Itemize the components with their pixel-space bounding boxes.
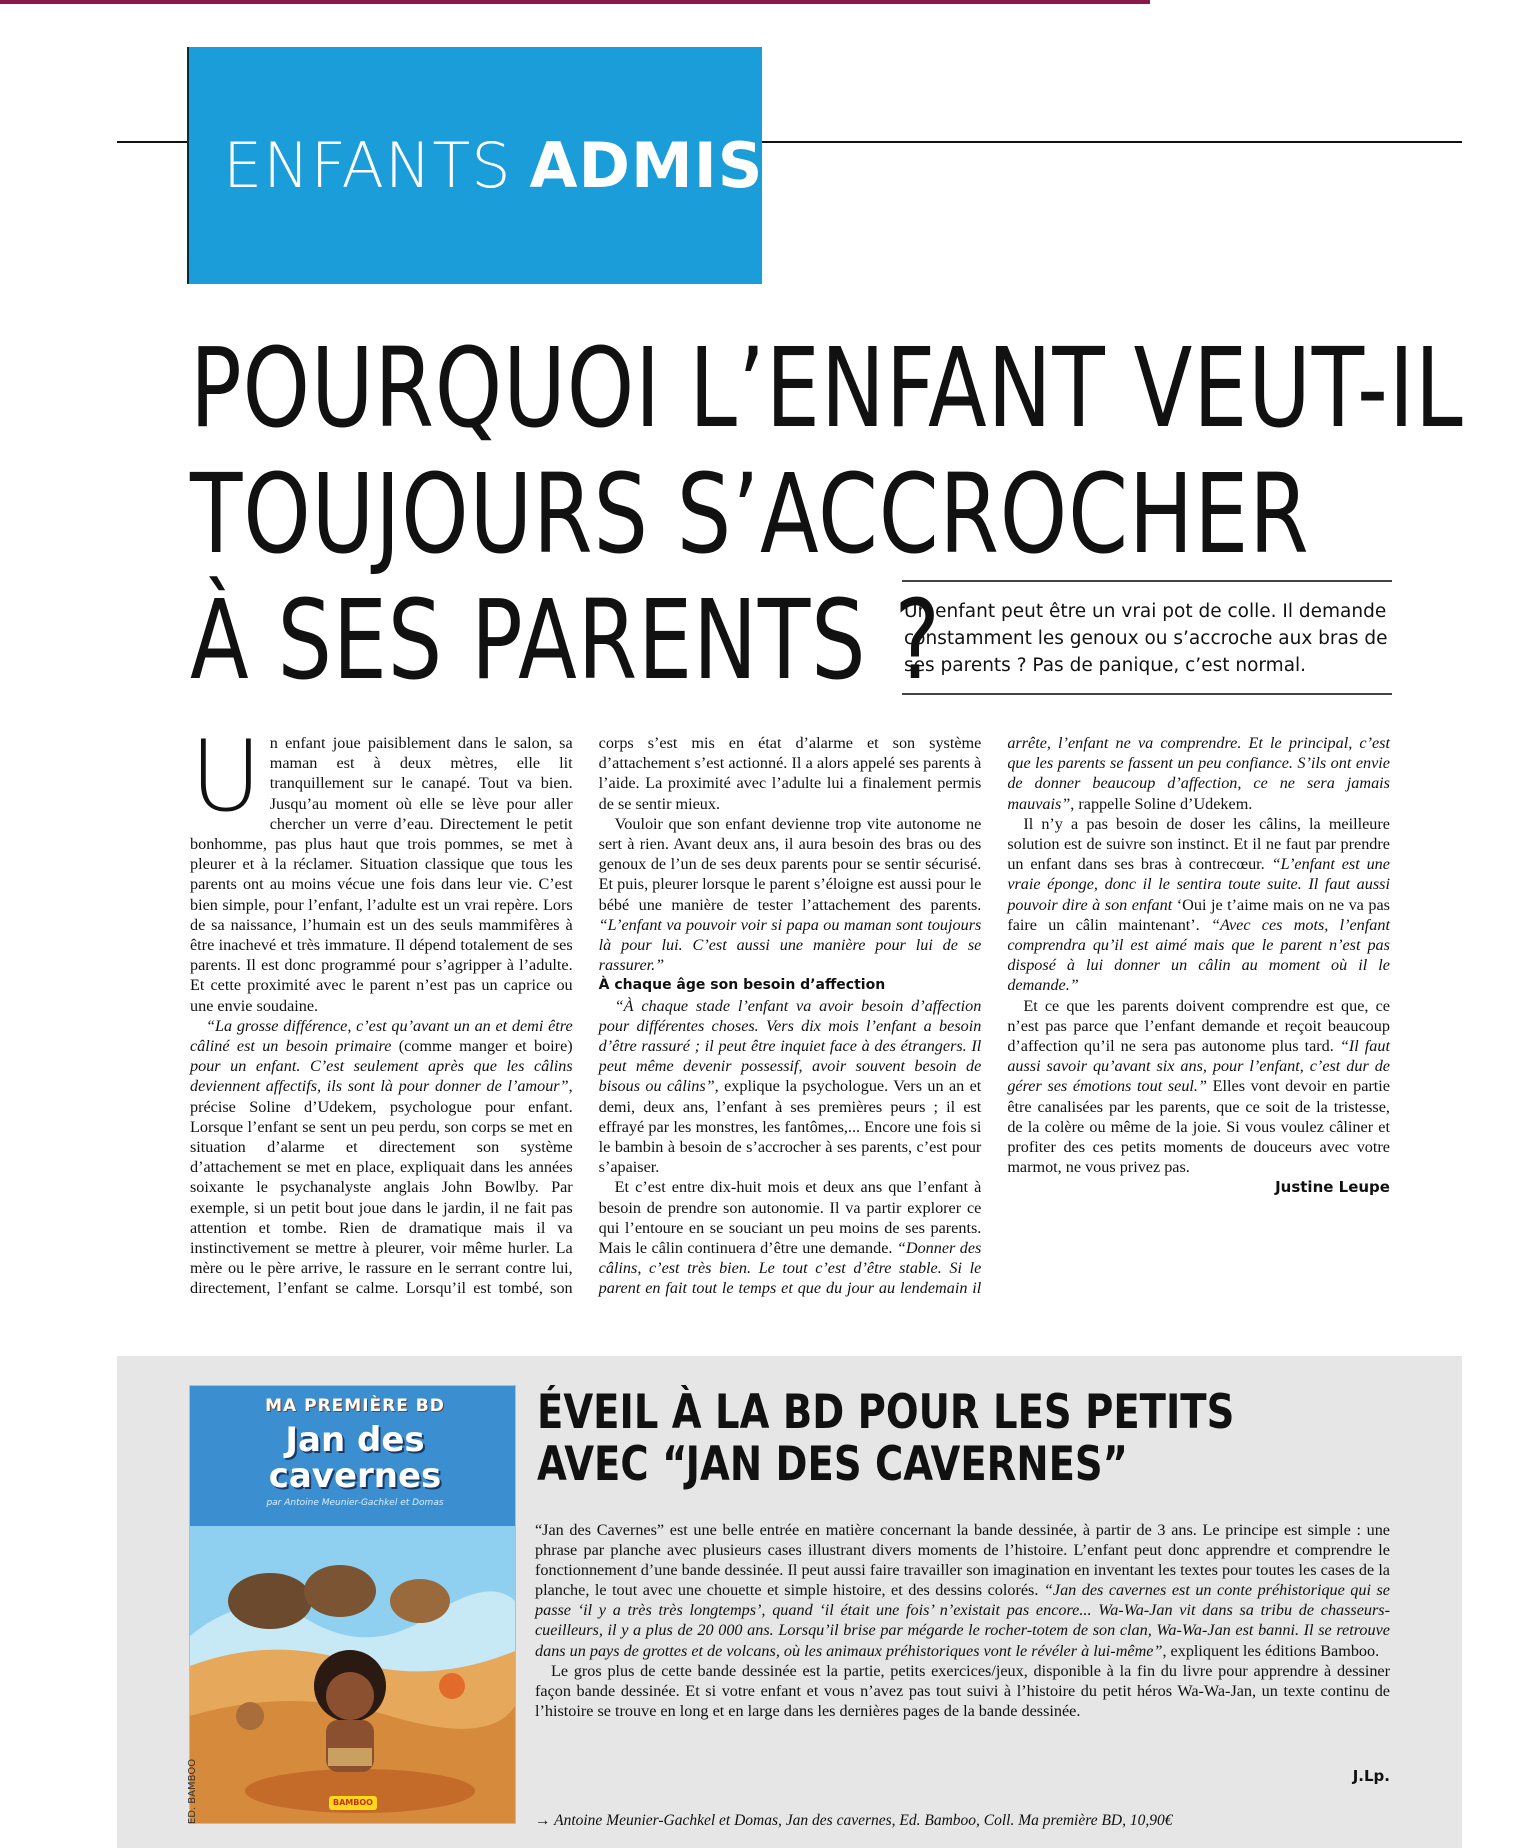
paragraph: Un enfant joue paisiblement dans le salon, sa maman est à deux mètres, elle lit tranquillement sur le canapé. Tout va bien. Jusqu’au moment où elle se lève pour aller chercher un verre d’eau. Directement le petit bonhomme, pas plus haut que trois pommes, se met à pleurer et à la réclamer. Situation classique que tous les parents ont au moins vécue une fois dans leur vie. C’est bien simple, pour l’enfant, l’adulte est un vrai repère. Lors de sa naissance, l’humain est un des seuls mammifères à être inachevé et très immature. Il dépend totalement de ses parents. Il est donc programmé pour s’agripper à l’adulte. Et cette proximité avec le parent n’est pas un caprice ou une envie soudaine. (190, 720, 573, 1015)
header-rule-right (762, 141, 1462, 143)
box-signature: J.Lp. (1352, 1767, 1390, 1785)
drop-cap: U (190, 720, 262, 834)
book-cover-image (187, 1386, 515, 1825)
cover-series: MA PREMIÈRE BD (265, 1396, 445, 1416)
cover-credit: ED. BAMBOO (187, 1758, 199, 1825)
cover-authors: par Antoine Meunier-Gachkel et Domas (266, 1498, 444, 1508)
box-body (535, 1520, 1390, 1721)
paragraph: “Jan des Cavernes” est une belle entrée en matière concernant la bande dessinée, à partir de 3 ans. Le principe est simple : une phrase par planche avec plusieurs cases illustrant divers moments de l’histoire. L’enfant peut donc apprendre et comprendre le fonctionnement d’une bande dessinée. Il peut aussi faire travailler son imagination en inventant les textes pour toutes les cases de la planche, le tout avec une chouette et simple histoire, et des dessins colorés. “Jan des cavernes est un conte préhistorique qui se passe ‘il y a très très longtemps’, quand ‘il était une fois’ n’existait pas encore... Wa-Wa-Jan vit dans sa tribu de chasseurs-cueilleurs, il y a plus de 20 000 ans. Lorsqu’il brise par mégarde le rocher-totem de son clan, Wa-Wa-Jan est banni. Il se retrouve dans un pays de grottes et de volcans, où les animaux préhistoriques vont le révéler à lui-même”, expliquent les éditions Bamboo. (535, 1521, 1390, 1660)
paragraph: Il n’y a pas besoin de doser les câlins, la meilleure solution est de suivre son instinct. Et il ne faut par prendre un enfant dans ses bras à contrecœur. “L’enfant est une vraie éponge, donc il le sentira toute suite. Il faut aussi pouvoir dire à son enfant ‘Oui je t’aime mais on ne va pas faire un câlin maintenant’. “Avec ces mots, l’enfant comprendra qu’il est aimé mais que le parent n’est pas disposé à lui donner un câlin au moment où il le demande.” (1007, 814, 1390, 995)
section-label-bold: ADMIS (529, 129, 764, 202)
cover-title: Jan des cavernes (268, 1420, 442, 1496)
publisher-logo: BAMBOO (329, 1796, 377, 1810)
top-color-bar (0, 0, 1150, 4)
headline-line-2: TOUJOURS S’ACCROCHER (190, 450, 1310, 578)
subheading: À chaque âge son besoin d’affection (598, 977, 886, 994)
paragraph: Le gros plus de cette bande dessinée est la partie, petits exercices/jeux, disponible à la fin du livre pour apprendre à dessiner façon bande dessinée. Et si votre enfant et vous n’avez pas tout suivi à l’histoire du petit héros Wa-Wa-Jan, un texte continu de l’histoire se trouve en long et en large dans les dernières pages de la bande dessinée. (535, 1661, 1390, 1720)
paragraph: Vouloir que son enfant devienne trop vite autonome ne sert à rien. Avant deux ans, il aura besoin des bras ou des genoux de l’un de ses deux parents pour se sentir sécurisé. Et puis, pleurer lorsque le parent s’éloigne est aussi pour le bébé une manière de tester l’attachement des parents. “L’enfant va pouvoir voir si papa ou maman sont toujours là pour lui. C’est aussi une manière pour lui de se rassurer.” (598, 814, 982, 975)
standfirst: Un enfant peut être un vrai pot de colle. Il demande constamment les genoux ou s’accroche aux bras de ses parents ? Pas de panique, c’est normal. (902, 580, 1392, 695)
headline-line-1: POURQUOI L’ENFANT VEUT-IL (190, 324, 1464, 452)
paragraph: Et c’est entre dix-huit mois et deux ans que l’enfant à besoin de prendre son autonomie. Il va partir explorer ce qui l’entoure en se souciant un peu moins de ses parents. Mais le câlin continuera d’être une demande. “Donner des câlins, c’est très bien. Le tout c’est d’être stable. Si le parent en fait tout le temps et que du jour au lendemain il arrête, l’enfant ne va comprendre. Et le principal, c’est que les parents se fassent un peu confiance. S’ils ont envie de donner beaucoup d’affection, ce ne sera jamais mauvais”, rappelle Soline d’Udekem. (598, 734, 1390, 1298)
headline-line-3: À SES PARENTS ? (190, 576, 941, 704)
header-rule-left (117, 141, 189, 143)
box-title: ÉVEIL À LA BD POUR LES PETITS AVEC “JAN DES CAVERNES” (537, 1385, 1235, 1492)
paragraph: Et ce que les parents doivent comprendre est que, ce n’est pas parce que l’enfant demande et reçoit beaucoup d’affection qu’il ne sera pas autonome plus tard. “Il faut aussi savoir qu’avant six ans, pour l’enfant, c’est dur de gérer ses émotions tout seul.” Elles vont devoir en partie être canalisées par les parents, que ce soit de la tristesse, de la colère ou même de la joie. Si vous voulez câliner et profiter des ces petits moments de douceurs avec votre marmot, ne vous privez pas. (1007, 996, 1390, 1177)
paragraph: “À chaque stade l’enfant va avoir besoin d’affection pour différentes choses. Vers dix mois l’enfant a besoin d’être rassuré ; il peut être inquiet face à des étrangers. Il peut même devenir possessif, avoir souvent besoin de bisous ou câlins”, explique la psychologue. Vers un an et demi, deux ans, l’enfant à ses premières peurs ; il est effrayé par les monstres, les fantômes,... Encore une fois si le bambin à besoin de s’accrocher à ses parents, c’est pour s’apaiser. (598, 996, 982, 1177)
section-label-light: ENFANTS (223, 129, 512, 202)
section-label (189, 47, 762, 284)
paragraph: “La grosse différence, c’est qu’avant un an et demi être câliné est un besoin primaire (comme manger et boire) pour un enfant. C’est seulement après que les câlins deviennent affectifs, ils sont là pour donner de l’amour”, précise Soline d’Udekem, psychologue pour enfant. Lorsque l’enfant se sent un peu perdu, son corps se met en situation d’alarme et directement son système d’attachement se met en place, expliquait dans les années soixante le psychanalyste anglais John Bowlby. Par exemple, si un petit bout joue dans le jardin, il ne fait pas attention et tombe. Rien de dramatique mais il va instinctivement se mettre à pleurer, voir même hurler. La mère ou le père arrive, le rassure en le serrant contre lui, directement, l’enfant se calme. Lorsqu’il est tombé, son corps s’est mis en état d’alarme et son système d’attachement s’est actionné. Il a alors appelé ses parents à l’aide. La proximité avec l’adulte lui a finalement permis de se sentir mieux. (190, 734, 982, 1298)
book-reference: → Antoine Meunier-Gachkel et Domas, Jan des cavernes, Ed. Bamboo, Coll. Ma première BD, 10,90€ (535, 1812, 1173, 1829)
article-body (190, 720, 1390, 1301)
author-signature: Justine Leupe (1275, 1178, 1390, 1197)
